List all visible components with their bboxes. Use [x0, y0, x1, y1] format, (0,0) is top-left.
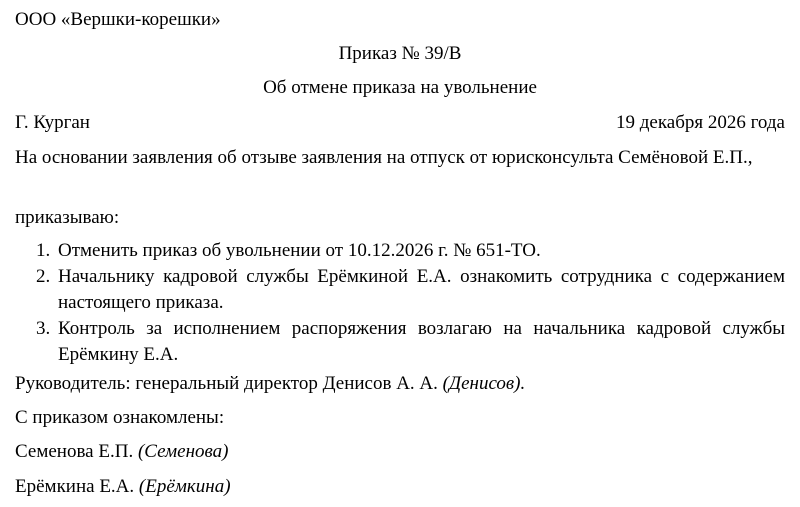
head-signature: (Денисов).	[442, 373, 526, 394]
order-item-number: 1.	[36, 240, 51, 261]
head-label: Руководитель: генеральный директор Денисов А. А.	[15, 373, 438, 394]
order-item-number: 3.	[36, 318, 51, 339]
order-item-text: Отменить приказ об увольнении от 10.12.2026 г. № 651-ТО.	[58, 240, 541, 261]
order-item	[36, 238, 785, 264]
order-items-list	[36, 238, 785, 368]
order-item	[36, 316, 785, 368]
order-subject: Об отмене приказа на увольнение	[263, 77, 537, 98]
acquainted-name: Семенова Е.П.	[15, 441, 134, 462]
head-signature-line	[15, 371, 785, 397]
acquainted-signature: (Ерёмкина)	[138, 476, 231, 497]
order-item-number: 2.	[36, 266, 51, 287]
decree-word: приказываю:	[15, 207, 120, 228]
order-item	[36, 264, 785, 316]
acquainted-row	[15, 439, 785, 465]
order-city: Г. Курган	[15, 112, 90, 133]
order-date: 19 декабря 2026 года	[615, 112, 785, 133]
place-date-row	[15, 110, 785, 136]
organization-name: ООО «Вершки-корешки»	[15, 9, 221, 30]
order-basis: На основании заявления об отзыве заявления на отпуск от юрисконсульта Семёновой Е.П.,	[15, 147, 753, 168]
order-item-text: Контроль за исполнением распоряжения возлагаю на начальника кадровой службы Ерёмкину Е.А.	[58, 318, 785, 365]
order-item-text: Начальнику кадровой службы Ерёмкиной Е.А. ознакомить сотрудника с содержанием настоящего приказа.	[58, 266, 785, 313]
acquainted-row	[15, 474, 785, 500]
acquainted-signature: (Семенова)	[137, 441, 229, 462]
acquainted-name: Ерёмкина Е.А.	[15, 476, 135, 497]
acquainted-label: С приказом ознакомлены:	[15, 407, 225, 428]
order-title: Приказ № 39/В	[338, 43, 462, 64]
